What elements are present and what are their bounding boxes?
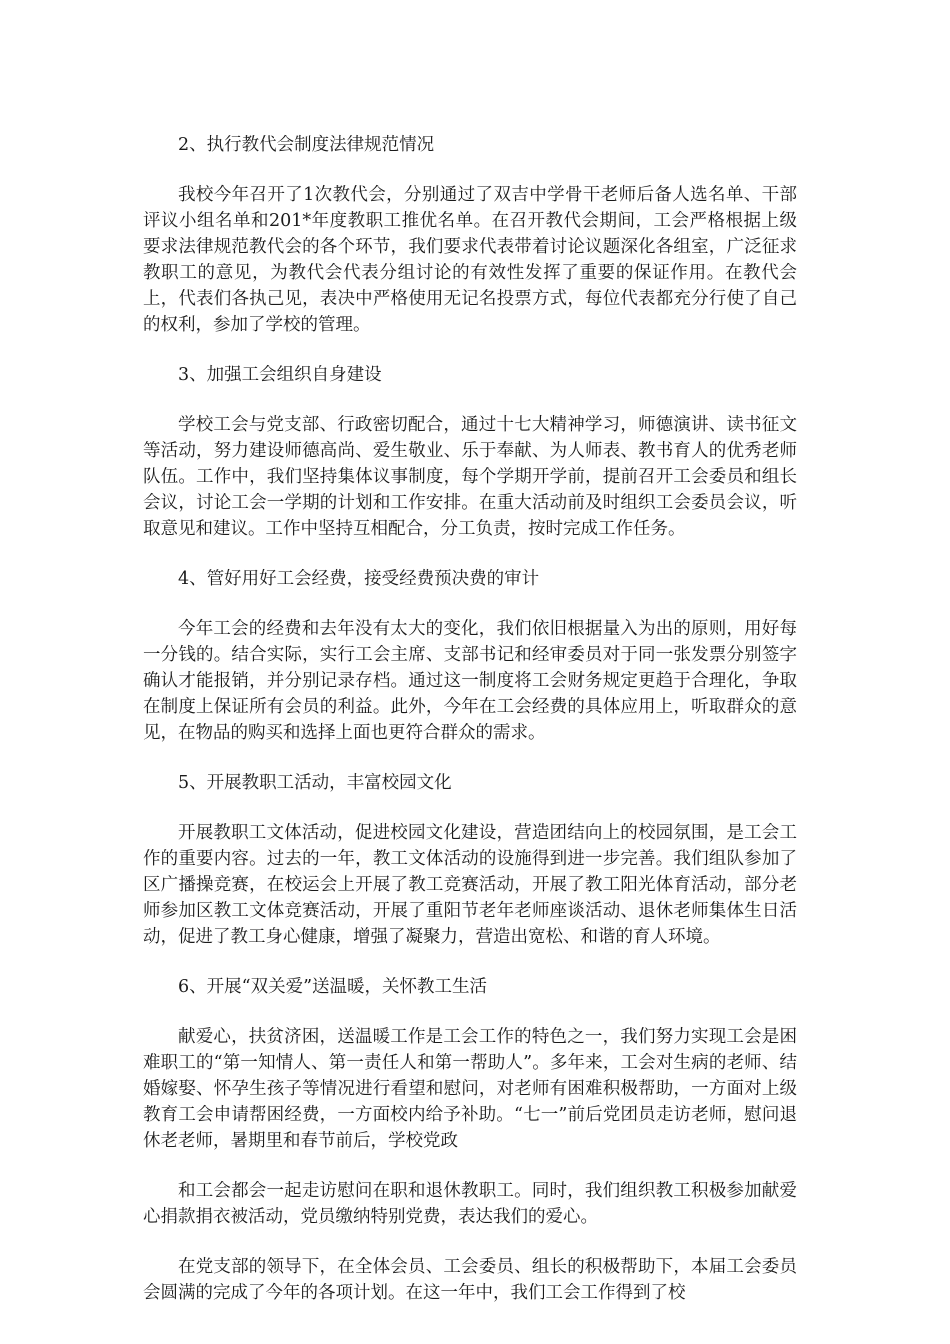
section-heading-3: 3、加强工会组织自身建设 xyxy=(178,365,382,385)
section-heading-2: 2、执行教代会制度法律规范情况 xyxy=(178,135,435,155)
section-heading-4: 4、管好用好工会经费，接受经费预决费的审计 xyxy=(178,569,540,589)
section-heading-5: 5、开展教职工活动，丰富校园文化 xyxy=(178,773,452,793)
paragraph-conclusion: 在党支部的领导下，在全体会员、工会委员、组长的积极帮助下，本届工会委员会圆满的完成了今年的各项计划。在这一年中，我们工会工作得到了校 xyxy=(143,1257,797,1303)
paragraph-teachers-congress: 我校今年召开了1次教代会，分别通过了双吉中学骨干老师后备人选名单、干部评议小组名单和201*年度教职工推优名单。在召开教代会期间，工会严格根据上级要求法律规范教代会的各个环节，我们要求代表带着讨论议题深化各组室，广泛征求教职工的意见，为教代会代表分组讨论的有效性发挥了重要的保证作用。在教代会上，代表们各执己见，表决中严格使用无记名投票方式，每位代表都充分行使了自己的权利，参加了学校的管理。 xyxy=(143,185,797,335)
section-heading-6: 6、开展“双关爱”送温暖，关怀教工生活 xyxy=(178,977,488,997)
paragraph-visits-donations: 和工会都会一起走访慰问在职和退休教职工。同时，我们组织教工积极参加献爱心捐款捐衣被活动，党员缴纳特别党费，表达我们的爱心。 xyxy=(143,1181,797,1227)
paragraph-caring-warmth: 献爱心，扶贫济困，送温暖工作是工会工作的特色之一，我们努力实现工会是困难职工的“第一知情人、第一责任人和第一帮助人”。多年来，工会对生病的老师、结婚嫁娶、怀孕生孩子等情况进行看望和慰问，对老师有困难积极帮助，一方面对上级教育工会申请帮困经费，一方面校内给予补助。“七一”前后党团员走访老师，慰问退休老老师，暑期里和春节前后，学校党政 xyxy=(143,1027,797,1151)
paragraph-union-funds: 今年工会的经费和去年没有太大的变化，我们依旧根据量入为出的原则，用好每一分钱的。结合实际，实行工会主席、支部书记和经审委员对于同一张发票分别签字确认才能报销，并分别记录存档。通过这一制度将工会财务规定更趋于合理化，争取在制度上保证所有会员的利益。此外，今年在工会经费的具体应用上，听取群众的意见，在物品的购买和选择上面也更符合群众的需求。 xyxy=(143,619,797,743)
document-page xyxy=(143,132,797,1330)
paragraph-staff-activities: 开展教职工文体活动，促进校园文化建设，营造团结向上的校园氛围，是工会工作的重要内容。过去的一年，教工文体活动的设施得到进一步完善。我们组队参加了区广播操竞赛，在校运会上开展了教工竞赛活动，开展了教工阳光体育活动，部分老师参加区教工文体竞赛活动，开展了重阳节老年老师座谈活动、退休老师集体生日活动，促进了教工身心健康，增强了凝聚力，营造出宽松、和谐的育人环境。 xyxy=(143,823,797,947)
paragraph-union-building: 学校工会与党支部、行政密切配合，通过十七大精神学习，师德演讲、读书征文等活动，努力建设师德高尚、爱生敬业、乐于奉献、为人师表、教书育人的优秀老师队伍。工作中，我们坚持集体议事制度，每个学期开学前，提前召开工会委员和组长会议，讨论工会一学期的计划和工作安排。在重大活动前及时组织工会委员会议，听取意见和建议。工作中坚持互相配合，分工负责，按时完成工作任务。 xyxy=(143,415,797,539)
